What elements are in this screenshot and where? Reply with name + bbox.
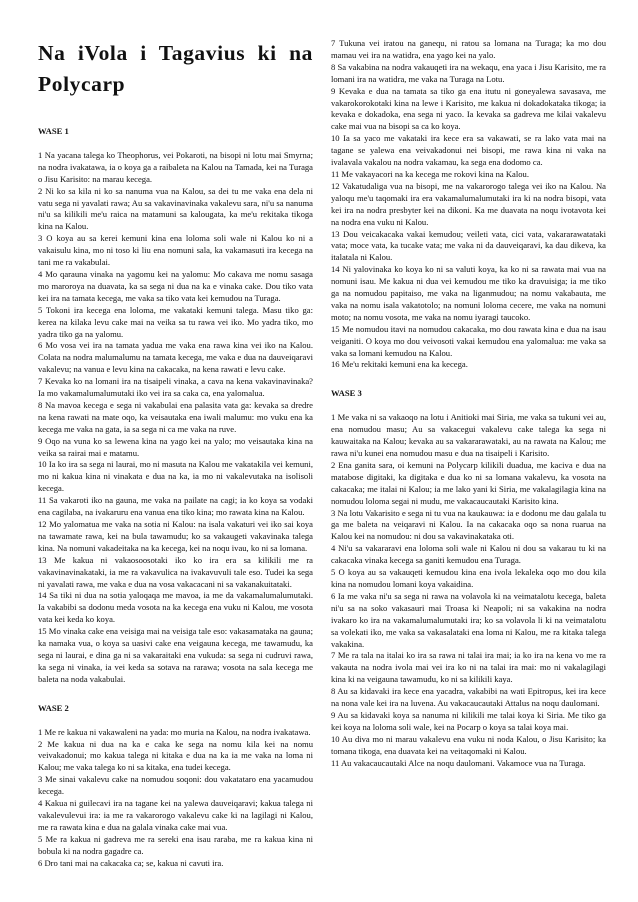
paragraph: 9 Kevaka e dua na tamata sa tiko ga ena itutu ni goneyalewa savasava, me vakarokorokotaki kina na lewe i Karisito, me kakua ni dokadokataka tikoga; ia kevaka e dokadoka, ena sega ni yaco. Ia kevaka sa gadreva me kilai vakalevu cake mai vua na bisopi sa ca ko koya.: [331, 85, 606, 132]
paragraph: 11 Me vakayacori na ka kecega me rokovi kina na Kalou.: [331, 168, 529, 179]
section-heading-3: WASE 3: [331, 388, 362, 399]
paragraph: 1 Na yacana talega ko Theophorus, vei Pokaroti, na bisopi ni lotu mai Smyrna; na nodra ivakatawa, ia o koya ga a raibaleta na Kalou na Tamada, kei na Turaga o Jisu Karisito: na marau kecega.: [38, 149, 313, 184]
section-spacer: [331, 371, 606, 382]
section-heading-2: WASE 2: [38, 702, 69, 713]
paragraph: 5 Me ra kakua ni gadreva me ra sereki ena isau raraba, me ra kakua kina ni bobula ki na nodra gagadre ca.: [38, 833, 313, 856]
left-column: [38, 0, 313, 869]
paragraph: 13 Dou veicakacaka vakai kemudou; veileti vata, cici vata, vakararawatataki vata; moce vata, ka tucake vata; me vaka ni da dauveiqaravi, ka dau dikeva, ka italatala ni Kalou.: [331, 228, 606, 263]
page-title: Na iVola i Tagavius ki na Polycarp: [38, 41, 313, 96]
paragraph: 12 Vakatudaliga vua na bisopi, me na vakarorogo talega vei iko na Kalou. Na yaloqu me'u taqomaki ira era vakamalumalumutaki ira ki na nodra bisopi, vata kei ira na nodra presbyter kei na dikoni. Ka me duavata na noqu ivotavota kei na nodra ena vuku ni Kalou.: [331, 180, 606, 227]
paragraph: 16 Me'u rekitaki kemuni ena ka kecega.: [331, 359, 468, 370]
paragraph: 12 Mo yalomatua me vaka na sotia ni Kalou: na isala vakaturi vei iko sai koya na tawamate rawa, kei na bula tawamudu; ko sa vakaugeti vakavinaka talega kina. Na nomuni vakadeitaka na ka kecega, kei na noqu ivau, ko ni sa lomana.: [38, 519, 313, 553]
paragraph: 8 Au sa kidavaki ira kece ena yacadra, vakabibi na wati Epitropus, kei ira kece na nona vale kei ira na luvena. Au vakacaucautaki Attalus na noqu daulomani.: [331, 686, 606, 709]
paragraph: 5 Tokoni ira kecega ena loloma, me vakataki kemuni talega. Masu tiko ga: kerea na kilaka levu cake mai na veika sa tu rawa vei iko. Mo yadra tiko, mo yadra tiko ga na yalomu.: [38, 304, 313, 339]
section-spacer: [38, 686, 313, 697]
paragraph: 10 Au diva mo ni marau vakalevu ena vuku ni noda Kalou, o Jisu Karisito; ka tomana tikoga, ena duavata kei na veitaqomaki ni Kalou.: [331, 733, 606, 756]
paragraph: 3 O koya au sa kerei kemuni kina ena loloma soli wale ni Kalou ko ni a vakaisulu kina, mo ni toso ki liu ena nomuni sala, ka vakamasuti ira kecega na tani me ra vakabulai.: [38, 233, 313, 268]
paragraph: 1 Me vaka ni sa vakaoqo na lotu i Anitioki mai Siria, me vaka sa tukuni vei au, ena nomudou masu; Au sa vakacegui vakalevu cake talega ka sega ni kauwaitaka na Kalou; kevaka au sa vakararawataki, au na rawata na Kalou; me rawa ni'u kunei ena nomudou masu e dua na tisaipeli i Karisito.: [331, 412, 606, 458]
section-heading-1: WASE 1: [38, 126, 69, 136]
paragraph: 1 Me re kakua ni vakawaleni na yada: mo muria na Kalou, na nodra ivakatawa.: [38, 726, 311, 737]
paragraph: 7 Kevaka ko na lomani ira na tisaipeli vinaka, a cava na kena vakavinavinaka? Ia mo vakamalumalumutaki iko vei ira sa caka ca, ena yalomalua.: [38, 376, 313, 399]
paragraph: 4 Mo qarauna vinaka na yagomu kei na yalomu: Mo cakava me nomu sasaga mo maroroya na duavata, ka sa sega ni dua na ka e vinaka cake. Dou tiko vata kei ira na tamata kecega, me vaka sa tiko vata kei kemudou na Turaga.: [38, 268, 313, 303]
paragraph: 9 Oqo na vuna ko sa lewena kina na yago kei na yalo; mo veisautaka kina na veika sa rairai mai e matamu.: [38, 435, 313, 458]
paragraph: 11 Sa vakaroti iko na gauna, me vaka na pailate na cagi; ia ko koya sa vodaki ena cagilaba, na ivakaruru ena vanua ena tiko kina; mo rawata kina na Kalou.: [38, 495, 313, 518]
paragraph: 6 Ia me vaka ni'u sa sega ni rawa na volavola ki na veimatalotu kecega, baleta ni'u sa na soko vakasauri mai Troasa ki Neapoli; ni sa vakakina na nodra ivakaro ko ira na vakamalumalumutaki ira; ko sa volavola li ki na veimatalotu sa volekati iko, me vaka sa vakasalataki ena loma ni Kalou, me ra kitaka talega vakakina.: [331, 590, 606, 649]
paragraph: 13 Me kakua ni vakaosoosotaki iko ko ira era sa kilikili me ra vakavinavinakataki, ia me ra vakavulica na ivakavuvuli tale eso. Tudei ka sega ni yavalati rawa, me vaka e dua na vosa vakacacani ni sa vakanakuitataki.: [38, 554, 313, 589]
paragraph: 10 Ia ko ira sa sega ni laurai, mo ni masuta na Kalou me vakatakila vei kemuni, mo ni kakua kina ni vinakata e dua na ka, ia mo ni vakalevutaka na isolisoli kecega.: [38, 459, 313, 494]
paragraph: 5 O koya au sa vakauqeti kemudou kina ena ivola lekaleka oqo mo dou kila kina na nomudou lomani koya vakaidina.: [331, 567, 606, 589]
paragraph: 10 Ia sa yaco me vakataki ira kece era sa vakawati, se ra lako vata mai na tagane se yalewa ena veivakadonui nei bisopi, me rawa kina ni vaka na ivalavala vakalou na nodra vakamau, ka sega ena dodomo ca.: [331, 133, 606, 168]
paragraph: 7 Tukuna vei iratou na ganequ, ni ratou sa lomana na Turaga; ka mo dou mamau vei ira na watidra, ena yago kei na yalo.: [331, 38, 606, 60]
paragraph: 4 Kakua ni guilecavi ira na tagane kei na yalewa dauveiqaravi; kakua talega ni vakalevulevui ira: ia me ra vakarorogo vakalevu cake ki na lagilagi ni Kalou, me ra rawata kina e dua na galala vinaka cake mai vua.: [38, 798, 313, 832]
paragraph: 9 Au sa kidavaki koya sa nanuma ni kilikili me talai koya ki Siria. Me tiko ga kei koya na loloma soli wale, kei na Pocarp o koya sa talai koya mai.: [331, 709, 606, 732]
paragraph: 15 Me nomudou itavi na nomudou cakacaka, mo dou rawata kina e dua na isau veiganiti. O koya mo dou veivosoti vakai kemudou ena yalomalua: me vaka sa vaka sa lomani kemudou na Kalou.: [331, 323, 606, 358]
paragraph: 3 Na lotu Vakarisito e sega ni tu vua na kaukauwa: ia e dodonu me dau galala tu ga me baleta na veiqaravi ni Kalou. Ia na cakacaka oqo sa nona ruarua na Kalou kei na nomudou: ni dou sa vakavinakataka oti.: [331, 507, 606, 542]
paragraph: 2 Ni ko sa kila ni ko sa nanuma vua na Kalou, sa dei tu me vaka ena dela ni vatu sega ni yavalati rawa; Au sa vakavinavinaka vakalevu sara, ni'u sa nanuma ni'u sa kilikili me'u raica na matamuni sa kalougata, ka me'u rekitaka tikoga kina na Kalou.: [38, 185, 313, 232]
paragraph: 6 Dro tani mai na cakacaka ca; se, kakua ni cavuti ira.: [38, 857, 224, 868]
paragraph: 3 Me sinai vakalevu cake na nomudou soqoni: dou vakatataro ena yacamudou kecega.: [38, 774, 313, 797]
paragraph: 2 Ena ganita sara, oi kemuni na Polycarp kilikili duadua, me kaciva e dua na matabose digitaki, ka digitaka e dua ko ni sa lomana vakalevu, ka vosota na cakacaka; me italai ni Kalou; ia me lako yani ki Siria, me vakalagilagia kina na nomudou loloma segai ni mudu, me vakacaucautaki Karisito kina.: [331, 459, 606, 506]
paragraph: 6 Mo vosa vei ira na tamata yadua me vaka ena rawa kina vei iko na Kalou. Colata na nodra malumalumu na tamata kecega, me vaka e dua na dauveiqaravi vakalevu; na vanua e levu kina na cakacaka, na kena rawati e levu cake.: [38, 340, 313, 375]
paragraph: 8 Sa vakabina na nodra vakauqeti ira na wekaqu, ena yaca i Jisu Karisito, me ra lomani ira na watidra, me vaka na Turaga na Lotu.: [331, 61, 606, 84]
top-margin: [331, 0, 606, 38]
right-column: [331, 0, 606, 769]
paragraph: 11 Au vakacaucautaki Alce na noqu daulomani. Vakamoce vua na Turaga.: [331, 757, 586, 768]
paragraph: 14 Ni yalovinaka ko koya ko ni sa valuti koya, ka ko ni sa rawata mai vua na nomuni isau. Me kakua ni dua vei kemudou me tiko ka dravuisiga; ia me tiko ga na nomudou papitaiso, me vaka na liganmudou; na nomu vakabauta, me vaka na nomu isala vakatotolo; na nomuni loloma cecere, me vaka na nomuni moto; na nomu vosota, me vaka na nomu iyaragi taucoko.: [331, 264, 606, 322]
paragraph: 7 Me ra tala na italai ko ira sa rawa ni talai ira mai; ia ko ira na kena vo me ra vakauta na nodra ivola mai vei ira ko ni na talai ira mai: mo ni vakalagilagi kina ki na veigauna tawamudu, ko ni sa kilikili kaya.: [331, 650, 606, 685]
paragraph: 8 Na mavoa kecega e sega ni vakabulai ena palasita vata ga: kevaka sa dredre na kena rawati na mate oqo, ka veisautaka ena iwali malumu: mo vuku ena ka kecega me vaka na gata, ia sa sega ni ca me vaka na ruve.: [38, 399, 313, 434]
paragraph: 15 Mo vinaka cake ena veisiga mai na veisiga tale eso: vakasamataka na gauna; ka namaka vua, o koya sa uasivi cake ena veigauna kecega, me tawamudu, ka sega ni laurai, e dina ga ni sa vakaraitaki ena vukuda: sa sega ni cudruvi rawa, ka sega ni vinaka, ia vei keda sa sotava na rarawa; vosota na sala kecega me baleta na noda vakabulai.: [38, 626, 313, 684]
paragraph: 4 Ni'u sa vakararavi ena loloma soli wale ni Kalou ni dou sa vakarau tu ki na cakacaka vinaka kecega sa ganiti kemudou ena Turaga.: [331, 543, 606, 566]
paragraph: 2 Me kakua ni dua na ka e caka ke sega na nomu kila kei na nomu veivakadonui; mo kakua talega ni kitaka e dua na ka ia me vaka na loma ni Kalou; me vaka talega ko ni sa kitaka, ena tudei kecega.: [38, 738, 313, 773]
paragraph: 14 Sa tiki ni dua na sotia yaloqaqa me mavoa, ia me da vakamalumalumutaki. Ia vakabibi sa dodonu meda vosota na ka kecega ena vuku ni Kalou, me vosota vata kei keda ko koya.: [38, 590, 313, 625]
